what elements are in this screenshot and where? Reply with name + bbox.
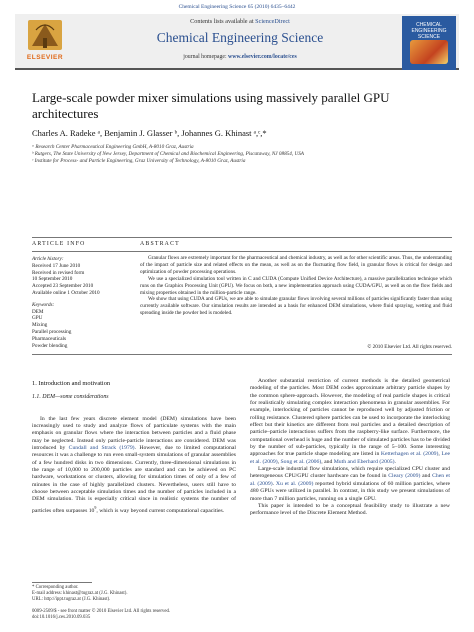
text-run: Large-scale industrial flow simulations, which require specialized CPU cluster and heterogeneous CPU/GPU cluster hardware can be found in <box>250 466 450 480</box>
affiliation-b: ᵇ Rutgers, The State University of New Jersey, Department of Chemical and Biochemical Engineering, Piscataway, NJ 08854, USA <box>32 151 304 157</box>
history-item: Accepted 23 September 2010 <box>32 283 94 290</box>
citation-link[interactable]: Xu et al. (2009) <box>275 480 314 487</box>
citation-link[interactable]: Cundall and Strack (1979) <box>68 445 135 452</box>
keyword: Parallel processing <box>32 328 72 335</box>
keywords-label: Keywords: <box>32 301 55 308</box>
article-history <box>32 256 132 349</box>
article-title: Large-scale powder mixer simulations using massively parallel GPU architectures <box>32 90 390 121</box>
body-paragraph <box>250 378 450 466</box>
subsection-heading: 1.1. DEM—some considerations <box>32 394 109 401</box>
keyword: Mixing <box>32 322 48 329</box>
citation-link[interactable]: Ketterhagen et al. (2009) <box>380 451 439 458</box>
text-run: , <box>277 458 281 465</box>
abstract-heading: ABSTRACT <box>140 241 180 247</box>
text-run: reported hybrid simulations of 60 million particles, where 480 GPUs were utilized in parallel. In contrast, in this study we present simulations of more than 7 million particles, running on a single GPU. <box>250 480 450 502</box>
text-run: . <box>394 458 396 465</box>
text-run: , and <box>321 458 334 465</box>
text-run: In the last few years discrete element model (DEM) simulations have been increasingly used to study and analyze flows of particulate systems with the main emphasis on granular flows where the interaction between particles and a fluid phase may be neglected. Instead only particle-particle interactions are considered. DEM was introduced by <box>32 415 236 452</box>
keyword: GPU <box>32 315 43 322</box>
divider-heading <box>32 251 452 252</box>
abstract-paragraph: We show that using CUDA and GPUs, we are able to simulate granular flows involving several millions of particles significantly faster than using currently available software. Our simulation results are intended as a basis for enhanced DEM simulations, where fluid spraying, wetting and fluid spreading inside the powder bed is modeled. <box>140 296 452 317</box>
publisher-name: ELSEVIER <box>26 54 64 61</box>
issn-line: 0009-2509/$ - see front matter © 2010 Elsevier Ltd. All rights reserved. <box>32 609 171 614</box>
homepage-url[interactable]: www.elsevier.com/locate/ces <box>228 54 297 60</box>
contents-line <box>90 18 390 25</box>
citation-link[interactable]: Cleary (2009) <box>388 473 421 480</box>
cover-graphic <box>410 40 448 64</box>
history-item: Received 17 June 2010 <box>32 262 81 269</box>
author-url[interactable]: URL: http://ippt.tugraz.at (J.G. Khinast). <box>32 597 111 603</box>
text-run: . <box>272 480 276 487</box>
footnote-rule <box>32 582 92 583</box>
journal-title: Chemical Engineering Science <box>156 30 324 45</box>
body-left-column <box>32 380 236 515</box>
history-item: Received in revised form <box>32 269 85 276</box>
keyword: DEM <box>32 308 44 315</box>
affiliation-a: ᵃ Research Center Pharmaceutical Engineering GmbH, A-8010 Graz, Austria <box>32 144 194 150</box>
text-run: , which is way beyond current computational capacities. <box>96 507 225 514</box>
homepage-prefix: journal homepage: <box>183 54 229 60</box>
email-address[interactable]: E-mail address: khinast@tugraz.at (J.G. Khinast). <box>32 591 128 597</box>
citation-link[interactable]: Muth and Eberhard (2005) <box>333 458 395 465</box>
citation-link[interactable]: Chen et al. (2009) <box>250 473 450 487</box>
sciencedirect-link[interactable]: ScienceDirect <box>255 18 290 25</box>
text-run: . However, due to limited computational resources it was a challenge to run even small-system simulations of granular assemblies of a few hundred disks in two dimensions. Currently, three-dimensional simulations in the range of 10,000 to 200,000 particles are standard and can be achieved on PC hardware, workstations or clusters, allowing for simulation times of only of a few of minutes in the case of highly parallelized clusters. Nevertheless, users still have to choose between acceptable simulation times and the number of particles included in a DEM simulation. This is especially critical since in realistic systems the number of particles often surpasses 10 <box>32 445 236 514</box>
text-run: and <box>420 473 433 480</box>
history-item: Available online 1 October 2010 <box>32 289 100 296</box>
citation-link[interactable]: Song et al. (2006) <box>280 458 322 465</box>
divider-top <box>32 237 452 238</box>
article-info-heading: ARTICLE INFO <box>32 241 86 247</box>
divider-bottom <box>32 354 452 355</box>
corresponding-author: * Corresponding author. <box>32 585 79 590</box>
journal-reference: Chemical Engineering Science 65 (2010) 6435–6442 <box>178 4 296 10</box>
abstract <box>140 255 452 317</box>
affiliation-c: ᶜ Institute for Process- and Particle Engineering, Graz University of Technology, A-8010 Graz, Austria <box>32 158 246 164</box>
front-matter <box>32 609 282 621</box>
superscript: 9 <box>94 504 97 510</box>
text-run: , <box>438 451 442 458</box>
body-paragraph <box>250 466 450 503</box>
body-right-column <box>250 378 450 518</box>
authors: Charles A. Radeke ᵃ, Benjamin J. Glasser ᵇ, Johannes G. Khinast ᵃ,ᶜ,* <box>32 128 267 138</box>
citation-link[interactable]: Lee et al. (2009) <box>250 451 450 465</box>
footnote <box>32 585 232 604</box>
doi-link[interactable]: doi:10.1016/j.ces.2010.09.035 <box>32 615 91 621</box>
abstract-paragraph: We use a specialized simulation tool written in C and CUDA (Compute Unified Device Architecture), a massive parallelization technique which runs on the Graphics Processing Unit (GPU). We focus on both, a new implementation approach using CUDA/GPU, as well as on the flow fields and mixing properties obtained in the million-particle range. <box>140 275 452 296</box>
contents-prefix: Contents lists available at <box>190 18 256 25</box>
history-label: Article history: <box>32 256 64 262</box>
intro-paragraph <box>32 416 236 515</box>
section-heading: 1. Introduction and motivation <box>32 380 111 387</box>
text-run: Another substantial restriction of current methods is the detailed geometrical modeling of the particles. Most DEM codes approximate arbitrary particle shapes by the common sphere-approach. However, the modeling of real particle shapes is critical for realistically simulating complex interaction phenomena in granular assemblies. For example, interlocking of particles cannot be reproduced well by adjusted friction or rolling resistance. Clustered sphere particles can be used to incorporate the interlocking effect but their kinetics are different from real particles and a detailed description of particle–particle interactions suffers from the raspberry-like surface. Furthermore, the computational overhead is huge and the number of simulated particles has to be divided by the number of sub-particles, typically in the range of 5–100. Some interesting approaches for true particle shape modeling are listed in <box>250 378 450 458</box>
copyright: © 2010 Elsevier Ltd. All rights reserved. <box>367 344 452 350</box>
elsevier-logo <box>18 16 72 66</box>
cover-text: CHEMICAL ENGINEERING SCIENCE <box>411 22 447 40</box>
homepage-line <box>90 54 390 60</box>
abstract-paragraph: Granular flows are extremely important for the pharmaceutical and chemical industry, as well as for other scientific areas. Thus, the understanding of the impact of particle size and related effects on the mean, as well as on the fluctuating flow field, in granular flows is critical for design and optimization of powder processing operations. <box>140 255 452 275</box>
body-paragraph: This paper is intended to be a conceptual feasibility study to illustrate a new performance level of the Discrete Element Method. <box>250 502 450 517</box>
journal-cover <box>402 16 456 70</box>
history-item: 10 September 2010 <box>32 276 73 283</box>
keyword: Pharmaceuticals <box>32 335 66 342</box>
keyword: Powder blending <box>32 342 68 349</box>
